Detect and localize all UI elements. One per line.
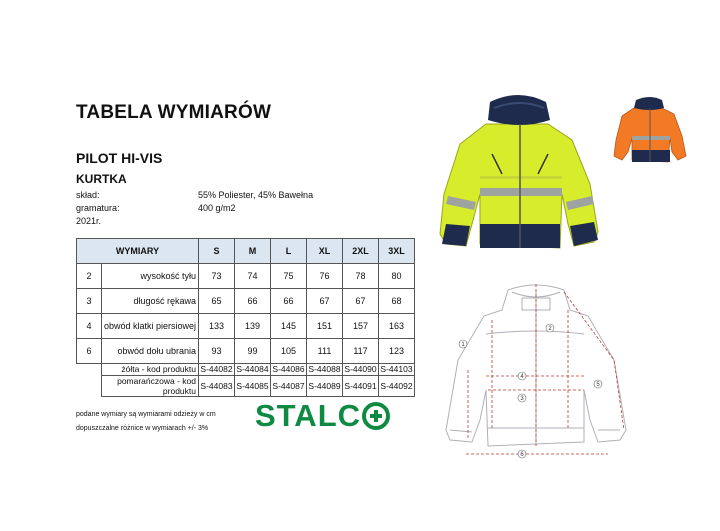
cell-value: 151 bbox=[307, 314, 343, 339]
spec-label-year: 2021r. bbox=[76, 216, 102, 226]
product-code: S-44091 bbox=[343, 376, 379, 397]
cell-value: 65 bbox=[199, 289, 235, 314]
marker-label: 4 bbox=[520, 374, 524, 380]
jacket-technical-drawing bbox=[438, 280, 634, 476]
header-size: 2XL bbox=[343, 239, 379, 264]
product-code: S-44083 bbox=[199, 376, 235, 397]
marker-label: 3 bbox=[520, 396, 524, 402]
note-dimensions: podane wymiary są wymiarami odzieży w cm bbox=[76, 411, 216, 418]
header-size: 3XL bbox=[379, 239, 415, 264]
cell-value: 93 bbox=[199, 339, 235, 364]
row-label: obwód dołu ubrania bbox=[102, 339, 199, 364]
marker-label: 5 bbox=[596, 382, 600, 388]
spec-value-weight: 400 g/m2 bbox=[198, 203, 236, 213]
logo-plus-icon bbox=[362, 402, 390, 430]
jacket-orange-illustration bbox=[614, 97, 686, 162]
row-label: długość rękawa bbox=[102, 289, 199, 314]
cell-value: 117 bbox=[343, 339, 379, 364]
cell-value: 133 bbox=[199, 314, 235, 339]
row-number: 4 bbox=[77, 314, 102, 339]
code-label: żółta - kod produktu bbox=[102, 364, 199, 376]
blank-cell bbox=[77, 364, 102, 376]
cell-value: 157 bbox=[343, 314, 379, 339]
product-code: S-44087 bbox=[271, 376, 307, 397]
header-size: L bbox=[271, 239, 307, 264]
measurement-markers bbox=[459, 324, 602, 458]
marker-label: 1 bbox=[461, 342, 465, 348]
size-table bbox=[76, 238, 415, 397]
row-number: 2 bbox=[77, 264, 102, 289]
table-row-product-code bbox=[77, 364, 415, 376]
spec-label-weight: gramatura: bbox=[76, 203, 120, 213]
header-size: XL bbox=[307, 239, 343, 264]
jacket-yellow-image bbox=[432, 84, 608, 274]
product-code: S-44089 bbox=[307, 376, 343, 397]
cell-value: 75 bbox=[271, 264, 307, 289]
cell-value: 80 bbox=[379, 264, 415, 289]
cell-value: 67 bbox=[343, 289, 379, 314]
cell-value: 105 bbox=[271, 339, 307, 364]
table-row bbox=[77, 289, 415, 314]
product-type: KURTKA bbox=[76, 172, 127, 186]
cell-value: 163 bbox=[379, 314, 415, 339]
spec-value-composition: 55% Poliester, 45% Bawełna bbox=[198, 190, 314, 200]
row-label: wysokość tyłu bbox=[102, 264, 199, 289]
row-number: 6 bbox=[77, 339, 102, 364]
cell-value: 76 bbox=[307, 264, 343, 289]
cell-value: 145 bbox=[271, 314, 307, 339]
product-code: S-44085 bbox=[235, 376, 271, 397]
marker-label: 2 bbox=[548, 326, 552, 332]
brand-logo bbox=[255, 398, 390, 434]
jacket-orange-image bbox=[612, 94, 688, 168]
cell-value: 73 bbox=[199, 264, 235, 289]
product-code: S-44103 bbox=[380, 364, 413, 374]
page-title: TABELA WYMIARÓW bbox=[76, 102, 272, 123]
cell-value: 123 bbox=[379, 339, 415, 364]
product-code: S-44090 bbox=[344, 364, 377, 374]
cell-value: 67 bbox=[307, 289, 343, 314]
product-code: S-44086 bbox=[272, 364, 305, 374]
size-table-header bbox=[77, 239, 415, 264]
jacket-yellow-illustration bbox=[440, 95, 598, 248]
logo-text: STALC bbox=[255, 398, 362, 433]
table-row bbox=[77, 314, 415, 339]
cell-value: 139 bbox=[235, 314, 271, 339]
cell-value: 111 bbox=[307, 339, 343, 364]
table-row bbox=[77, 264, 415, 289]
code-label: pomarańczowa - kod produktu bbox=[102, 376, 199, 397]
cell-value: 78 bbox=[343, 264, 379, 289]
table-row bbox=[77, 339, 415, 364]
cell-value: 74 bbox=[235, 264, 271, 289]
spec-label-composition: skład: bbox=[76, 190, 100, 200]
blank-cell bbox=[77, 376, 102, 397]
cell-value: 68 bbox=[379, 289, 415, 314]
header-measurements: WYMIARY bbox=[77, 239, 199, 264]
cell-value: 66 bbox=[235, 289, 271, 314]
product-code: S-44082 bbox=[200, 364, 233, 374]
row-number: 3 bbox=[77, 289, 102, 314]
header-size: S bbox=[199, 239, 235, 264]
marker-label: 6 bbox=[520, 452, 524, 458]
header-size: M bbox=[235, 239, 271, 264]
product-code: S-44084 bbox=[236, 364, 269, 374]
cell-value: 99 bbox=[235, 339, 271, 364]
note-tolerance: dopuszczalne różnice w wymiarach +/- 3% bbox=[76, 425, 209, 432]
cell-value: 66 bbox=[271, 289, 307, 314]
table-row-product-code bbox=[77, 376, 415, 397]
product-code: S-44092 bbox=[379, 376, 415, 397]
product-code: S-44088 bbox=[308, 364, 341, 374]
row-label: obwód klatki piersiowej bbox=[102, 314, 199, 339]
product-name: PILOT HI-VIS bbox=[76, 150, 163, 166]
